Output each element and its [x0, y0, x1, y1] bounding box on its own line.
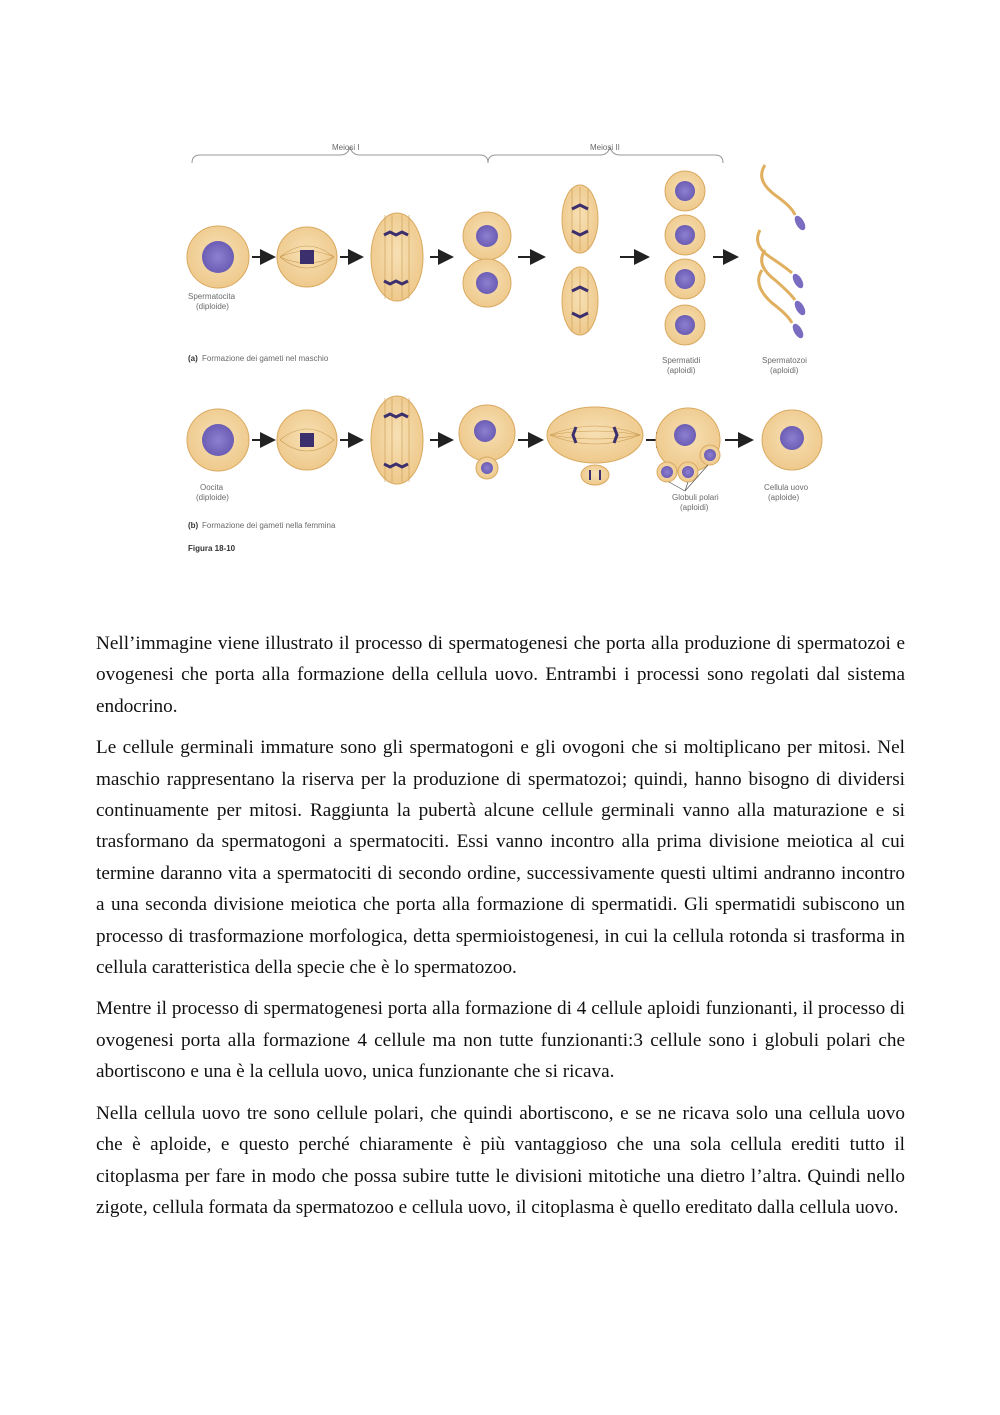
spermatocyte-nucleus — [202, 241, 234, 273]
polar-bodies-label: Globuli polari — [672, 493, 719, 502]
egg-cell-label: Cellula uovo — [764, 483, 809, 492]
paragraph: Le cellule germinali immature sono gli spermatogoni e gli ovogoni che si moltiplicano per mitosi. Nel maschio rappresentano la riserva per la produzione di spermatozoi; quindi, hanno bisogno di dividersi continuamente per mitosi. Raggiunta la pubertà alcune cellule germinali vanno alla maturazione e si trasformano da spermatogoni a spermatociti. Essi vanno incontro alla prima divisione meiotica al cui termine daranno vita a spermatociti di secondo ordine, successivamente questi ultimi andranno incontro a una seconda divisione meiotica che porta alla formazione di spermatidi. Gli spermatidi subiscono un processo di trasformazione morfologica, detta spermioistogenesi, in cui la cellula rotonda si trasforma in cellula caratteristica della specie che è lo spermatozoo. — [96, 737, 905, 979]
svg-text:(aploidi): (aploidi) — [667, 366, 696, 375]
male-row — [187, 165, 807, 345]
spermatocyte-label: Spermatocita — [188, 292, 236, 301]
female-caption: Formazione dei gameti nella femmina — [202, 521, 336, 530]
meiosis-1-label: Meiosi I — [332, 143, 360, 152]
female-row — [187, 396, 822, 491]
svg-text:(aploidi): (aploidi) — [680, 503, 709, 512]
paragraph: Nell’immagine viene illustrato il processo di spermatogenesi che porta alla produzione di spermatozoi e ovogenesi che porta alla formazione della cellula uovo. Entrambi i processi sono regolati dal sistema endocrino. — [96, 633, 905, 717]
meiosis-2-label: Meiosi II — [590, 143, 620, 152]
meiosis-brace — [192, 147, 723, 163]
anaphase-cell — [371, 213, 423, 301]
svg-text:(a): (a) — [188, 354, 198, 363]
paragraph: Nella cellula uovo tre sono cellule polari, che quindi abortiscono, e se ne ricava solo una cellula uovo che è aploide, e questo perché chiaramente è più vantaggioso che una sola cellula erediti tutto il citoplasma per fare in modo che possa subire tutte le divisioni mitotiche una dietro l’altra. Quindi nello zigote, cellula formata da spermatozoo e cellula uovo, il citoplasma è quello ereditato dalla cellula uovo. — [96, 1102, 905, 1218]
svg-text:(aploidi): (aploidi) — [770, 366, 799, 375]
svg-text:(diploide): (diploide) — [196, 302, 229, 311]
figure-number: Figura 18-10 — [188, 544, 236, 553]
body-text — [96, 628, 905, 1233]
svg-text:(diploide): (diploide) — [196, 493, 229, 502]
svg-text:(aploide): (aploide) — [768, 493, 800, 502]
gametogenesis-figure — [180, 135, 830, 570]
svg-text:(b): (b) — [188, 521, 199, 530]
chromosome — [300, 250, 314, 264]
paragraph: Mentre il processo di spermatogenesi porta alla formazione di 4 cellule aploidi funzionanti, il processo di ovogenesi porta alla formazione 4 cellule ma non tutte funzionanti:3 cellule sono i globuli polari che abortiscono e una è la cellula uovo, unica funzionante che si ricava. — [96, 998, 905, 1083]
oocyte-label: Oocita — [200, 483, 224, 492]
figure-svg — [180, 135, 830, 570]
male-caption: Formazione dei gameti nel maschio — [202, 354, 329, 363]
spermatozoa-label: Spermatozoi — [762, 356, 807, 365]
spermatids-label: Spermatidi — [662, 356, 701, 365]
